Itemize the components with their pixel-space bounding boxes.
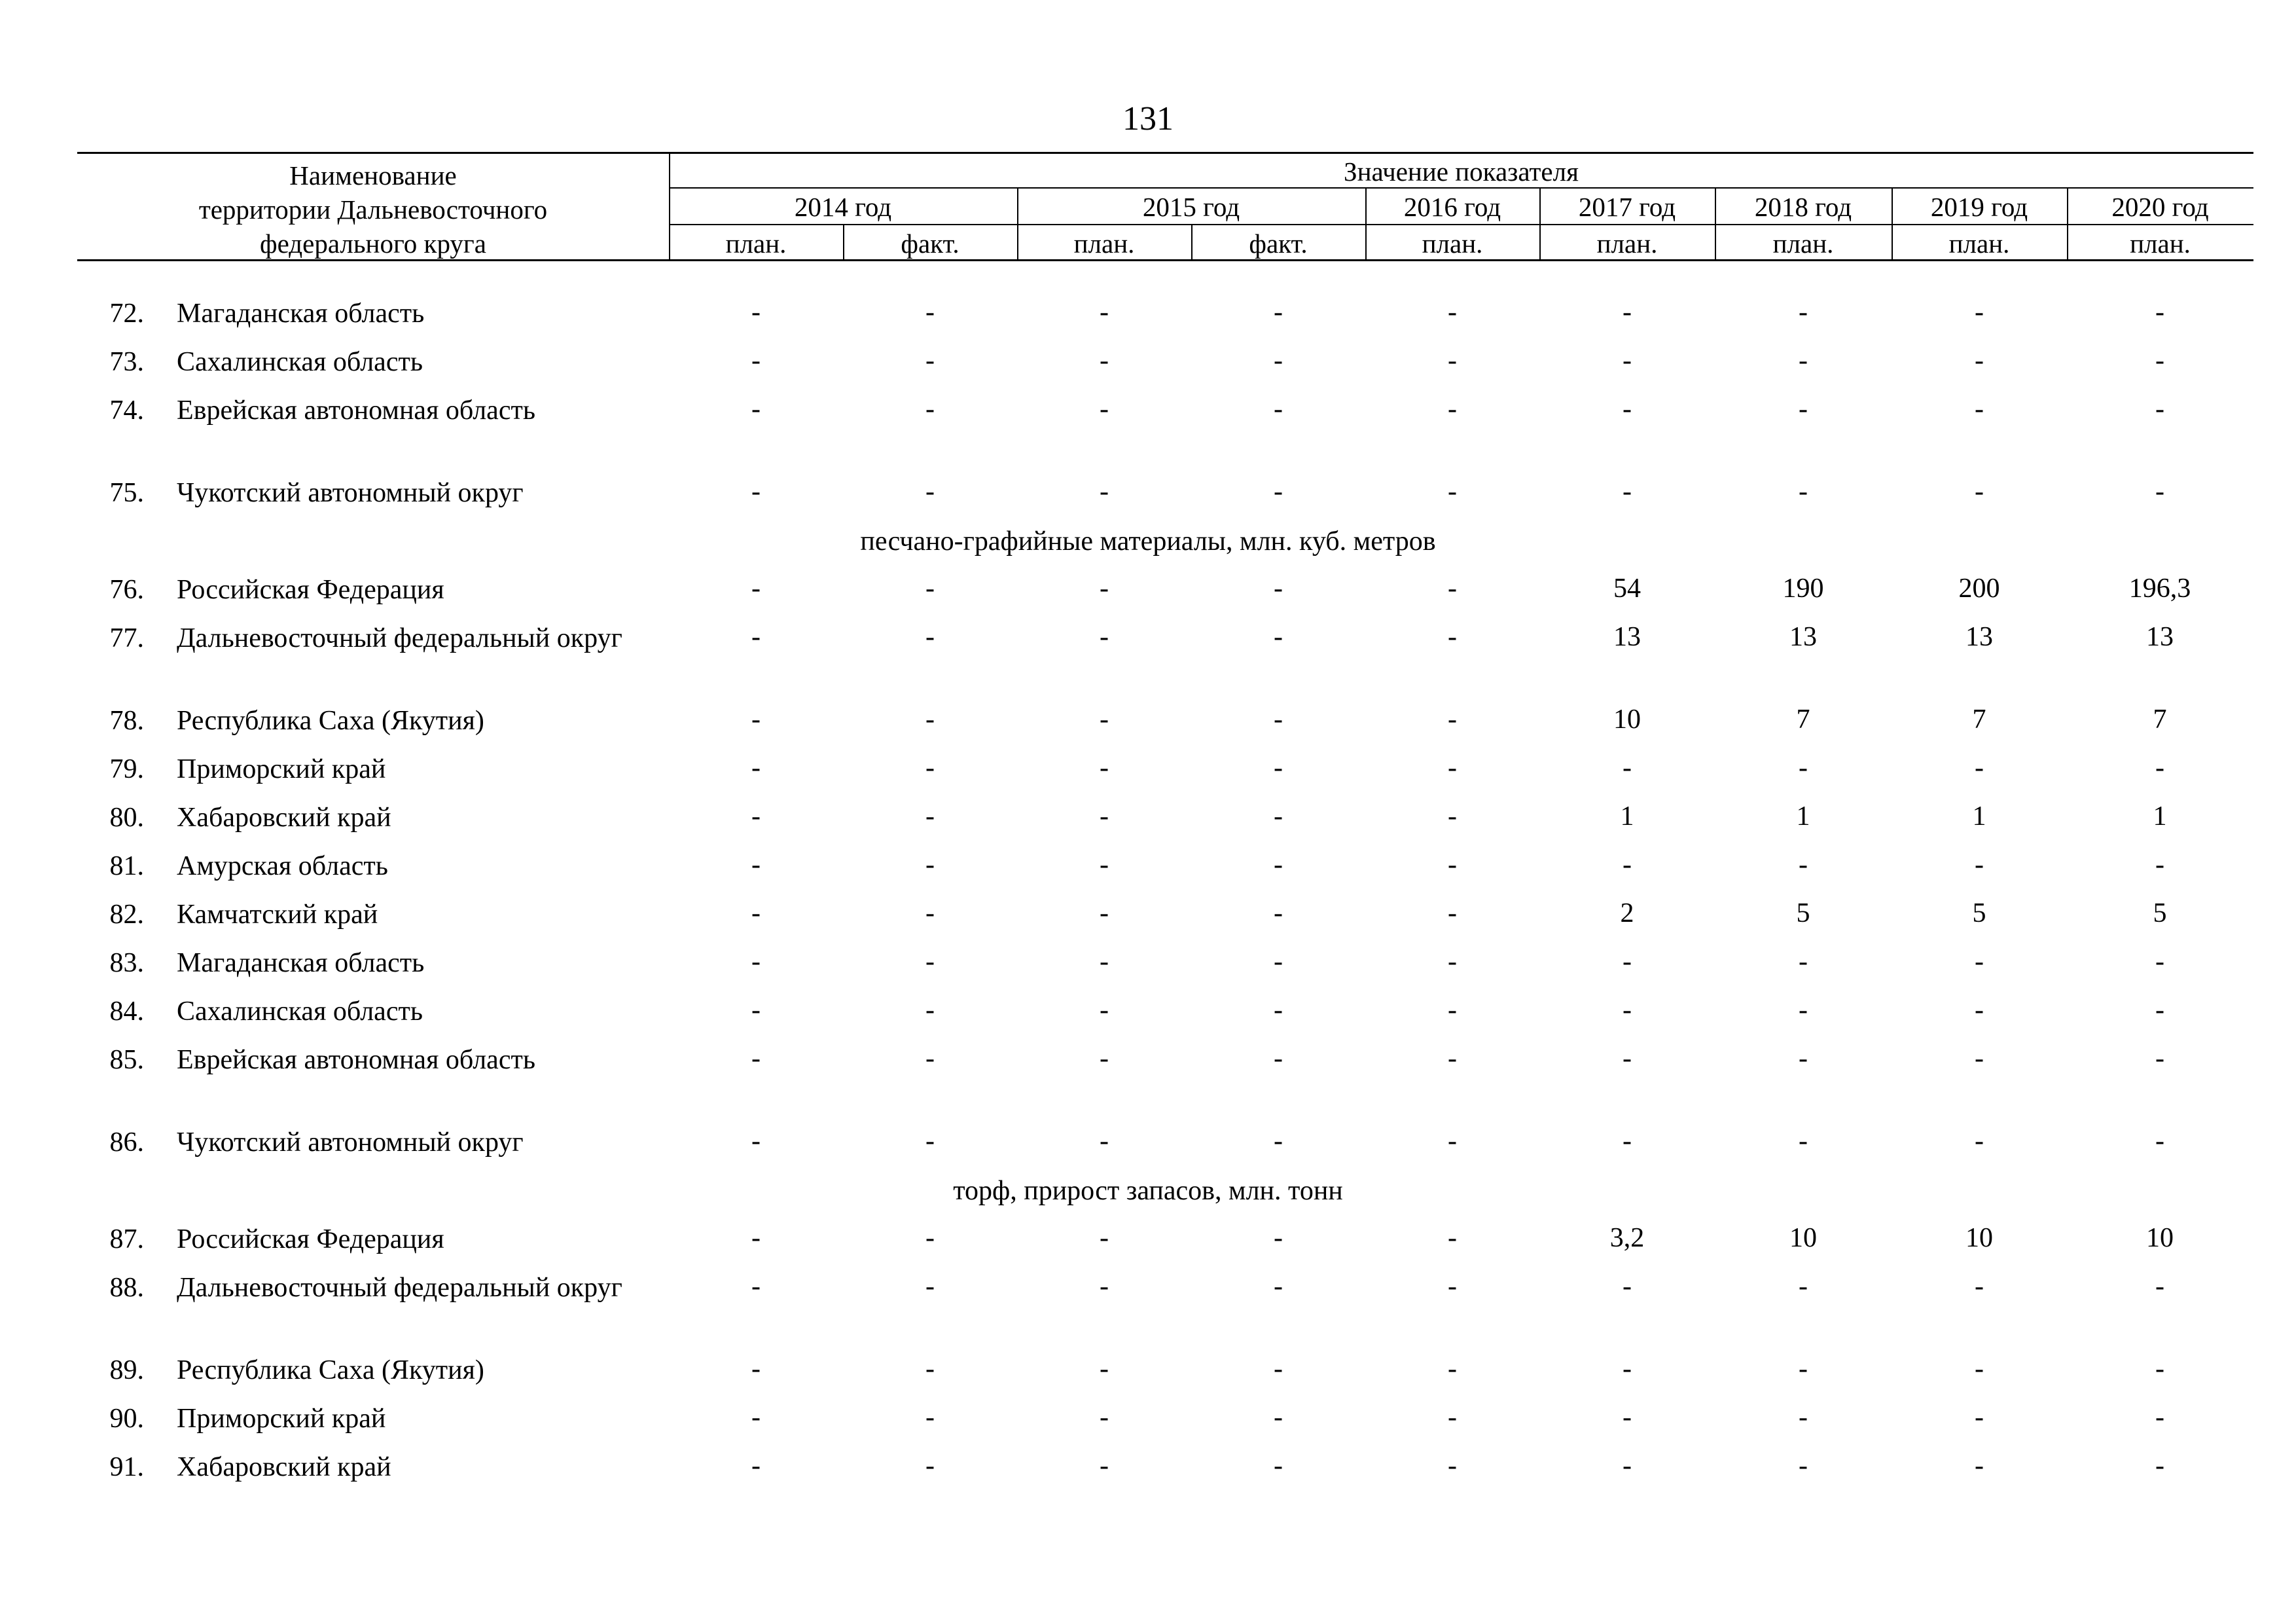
value-cell: -: [1100, 1044, 1109, 1074]
row-number: 74.: [109, 395, 144, 426]
value-cell: -: [751, 1402, 761, 1432]
subheader-fact: факт.: [1249, 228, 1308, 259]
subheader-plan: план.: [2130, 228, 2191, 259]
value-cell: -: [1448, 1271, 1457, 1302]
row-number: 78.: [109, 706, 144, 736]
value-cell: -: [1100, 1451, 1109, 1481]
value-cell: -: [1799, 1271, 1808, 1302]
value-cell: -: [751, 753, 761, 783]
value-cell: -: [1799, 346, 1808, 376]
value-cell: -: [751, 801, 761, 831]
value-cell: -: [1799, 477, 1808, 507]
value-cell: -: [2155, 947, 2164, 977]
subheader-plan: план.: [1772, 228, 1834, 259]
value-cell: -: [751, 898, 761, 928]
value-cell: 200: [1958, 574, 2000, 604]
value-cell: -: [1100, 394, 1109, 424]
territory-name: Сахалинская область: [177, 996, 423, 1027]
row-number: 91.: [109, 1452, 144, 1482]
value-cell: -: [1799, 753, 1808, 783]
value-cell: -: [1799, 850, 1808, 880]
row-number: 72.: [109, 299, 144, 329]
subheader-plan: план.: [1948, 228, 2010, 259]
row-number: 90.: [109, 1404, 144, 1434]
value-cell: -: [1448, 1044, 1457, 1074]
year-header-2018: 2018 год: [1754, 192, 1852, 222]
value-cell: -: [1975, 850, 1984, 880]
value-cell: -: [1100, 947, 1109, 977]
value-cell: -: [1448, 1402, 1457, 1432]
value-cell: -: [1799, 394, 1808, 424]
value-cell: -: [1799, 1402, 1808, 1432]
row-number: 84.: [109, 996, 144, 1027]
value-cell: -: [925, 574, 935, 604]
value-cell: -: [1274, 477, 1283, 507]
territory-name: Сахалинская область: [177, 347, 423, 377]
territory-name: Приморский край: [177, 1404, 386, 1434]
value-cell: 2: [1620, 898, 1634, 928]
value-cell: -: [751, 477, 761, 507]
value-cell: -: [925, 297, 935, 327]
year-header-2019: 2019 год: [1930, 192, 2028, 222]
value-cell: -: [1975, 947, 1984, 977]
value-cell: -: [1975, 297, 1984, 327]
value-cell: 10: [2146, 1223, 2174, 1253]
value-cell: -: [1799, 297, 1808, 327]
value-cell: -: [1448, 1126, 1457, 1156]
section-title: песчано-графийные материалы, млн. куб. метров: [860, 526, 1436, 556]
subheader-plan: план.: [725, 228, 787, 259]
value-cell: -: [1448, 898, 1457, 928]
row-number: 77.: [109, 623, 144, 653]
row-number: 89.: [109, 1355, 144, 1385]
section-title: торф, прирост запасов, млн. тонн: [953, 1176, 1343, 1206]
territory-name: Чукотский автономный округ: [177, 478, 524, 508]
value-cell: -: [1975, 1044, 1984, 1074]
value-cell: 10: [1965, 1223, 1993, 1253]
value-cell: -: [1448, 753, 1457, 783]
value-cell: -: [1274, 1223, 1283, 1253]
value-cell: 1: [2153, 801, 2167, 831]
value-cell: -: [1100, 801, 1109, 831]
value-cell: 13: [1965, 622, 1993, 652]
value-cell: -: [1799, 947, 1808, 977]
page-number: 131: [1122, 100, 1174, 137]
row-number: 85.: [109, 1045, 144, 1075]
value-cell: -: [2155, 297, 2164, 327]
value-cell: -: [1100, 898, 1109, 928]
value-cell: -: [1623, 1402, 1632, 1432]
value-cell: -: [1274, 574, 1283, 604]
value-cell: -: [1623, 1044, 1632, 1074]
value-cell: -: [2155, 1402, 2164, 1432]
value-cell: -: [2155, 1451, 2164, 1481]
year-header-2017: 2017 год: [1578, 192, 1676, 222]
value-cell: 196,3: [2128, 574, 2191, 604]
value-cell: -: [1100, 1271, 1109, 1302]
value-cell: -: [751, 1223, 761, 1253]
value-cell: -: [1975, 477, 1984, 507]
value-cell: -: [751, 1271, 761, 1302]
value-cell: -: [1448, 995, 1457, 1025]
value-cell: 1: [1620, 801, 1634, 831]
header-divider: [1539, 187, 1541, 261]
value-cell: -: [1623, 995, 1632, 1025]
years-rule: [669, 224, 2253, 225]
value-cell: -: [1799, 1044, 1808, 1074]
value-cell: -: [1448, 1354, 1457, 1384]
value-cell: -: [2155, 1354, 2164, 1384]
name-header-line: федерального круга: [260, 228, 486, 259]
row-number: 79.: [109, 754, 144, 784]
value-cell: -: [1274, 1126, 1283, 1156]
value-cell: 3,2: [1609, 1223, 1645, 1253]
value-cell: -: [1274, 753, 1283, 783]
value-cell: -: [1100, 477, 1109, 507]
name-header-line: Наименование: [289, 160, 457, 191]
value-cell: -: [751, 1451, 761, 1481]
row-number: 82.: [109, 900, 144, 930]
value-cell: -: [1448, 801, 1457, 831]
value-cell: -: [1975, 1402, 1984, 1432]
value-cell: 7: [1796, 704, 1810, 735]
value-cell: -: [1448, 394, 1457, 424]
header-divider: [1017, 187, 1018, 261]
row-number: 83.: [109, 948, 144, 978]
value-cell: -: [1274, 995, 1283, 1025]
value-cell: -: [925, 995, 935, 1025]
value-cell: 5: [1972, 898, 1986, 928]
value-cell: -: [1274, 1402, 1283, 1432]
value-cell: -: [1100, 850, 1109, 880]
value-cell: -: [925, 1271, 935, 1302]
value-cell: -: [925, 1223, 935, 1253]
value-cell: -: [1623, 346, 1632, 376]
territory-name: Еврейская автономная область: [177, 1045, 535, 1075]
value-title: Значение показателя: [1344, 156, 1579, 187]
value-cell: -: [1799, 1451, 1808, 1481]
value-cell: -: [925, 1354, 935, 1384]
value-cell: 7: [2153, 704, 2167, 735]
value-cell: -: [925, 753, 935, 783]
row-number: 81.: [109, 851, 144, 881]
value-cell: 7: [1972, 704, 1986, 735]
value-cell: -: [1448, 622, 1457, 652]
value-cell: -: [925, 1126, 935, 1156]
value-cell: -: [1448, 1223, 1457, 1253]
territory-name: Дальневосточный федеральный округ: [177, 1273, 622, 1303]
territory-name: Чукотский автономный округ: [177, 1127, 524, 1158]
header-divider: [2067, 187, 2068, 261]
territory-name: Амурская область: [177, 851, 388, 881]
value-cell: -: [1623, 297, 1632, 327]
subheader-fact: факт.: [901, 228, 960, 259]
value-cell: -: [1623, 394, 1632, 424]
value-cell: -: [2155, 346, 2164, 376]
value-cell: -: [751, 704, 761, 735]
value-cell: -: [1274, 394, 1283, 424]
value-cell: -: [1274, 704, 1283, 735]
value-cell: -: [2155, 995, 2164, 1025]
value-cell: -: [1623, 1126, 1632, 1156]
value-cell: -: [1274, 850, 1283, 880]
value-cell: -: [1274, 1354, 1283, 1384]
row-number: 88.: [109, 1273, 144, 1303]
value-cell: -: [925, 1044, 935, 1074]
value-cell: -: [751, 850, 761, 880]
value-cell: -: [751, 394, 761, 424]
value-cell: -: [1799, 1126, 1808, 1156]
value-cell: -: [1274, 898, 1283, 928]
value-cell: -: [925, 1402, 935, 1432]
value-title-rule: [669, 187, 2253, 189]
value-cell: -: [1274, 1451, 1283, 1481]
value-cell: -: [925, 801, 935, 831]
value-cell: -: [1799, 995, 1808, 1025]
value-cell: -: [751, 346, 761, 376]
value-cell: -: [1975, 753, 1984, 783]
value-cell: 190: [1782, 574, 1824, 604]
value-cell: -: [1274, 1044, 1283, 1074]
row-number: 76.: [109, 575, 144, 605]
value-cell: -: [1623, 1354, 1632, 1384]
value-cell: -: [751, 1354, 761, 1384]
territory-name: Еврейская автономная область: [177, 395, 535, 426]
header-divider: [843, 224, 844, 261]
header-divider: [1191, 224, 1193, 261]
value-cell: 13: [1789, 622, 1817, 652]
value-cell: -: [1975, 1451, 1984, 1481]
territory-name: Российская Федерация: [177, 575, 444, 605]
value-cell: -: [1100, 753, 1109, 783]
value-cell: -: [1100, 574, 1109, 604]
value-cell: -: [925, 704, 935, 735]
value-cell: -: [925, 477, 935, 507]
value-cell: -: [925, 850, 935, 880]
name-header-line: территории Дальневосточного: [198, 194, 548, 225]
value-cell: -: [925, 1451, 935, 1481]
value-cell: 10: [1613, 704, 1641, 735]
value-cell: -: [1100, 704, 1109, 735]
header-divider: [1715, 187, 1716, 261]
value-cell: -: [1100, 297, 1109, 327]
row-number: 75.: [109, 478, 144, 508]
value-cell: -: [1448, 477, 1457, 507]
subheader-plan: план.: [1596, 228, 1658, 259]
value-cell: -: [1448, 297, 1457, 327]
territory-name: Республика Саха (Якутия): [177, 706, 484, 736]
value-cell: -: [1448, 574, 1457, 604]
row-number: 73.: [109, 347, 144, 377]
value-cell: -: [1274, 801, 1283, 831]
year-header-2020: 2020 год: [2111, 192, 2209, 222]
value-cell: -: [1975, 1271, 1984, 1302]
row-number: 87.: [109, 1224, 144, 1254]
value-cell: -: [1100, 622, 1109, 652]
value-cell: -: [2155, 1271, 2164, 1302]
subheader-plan: план.: [1422, 228, 1483, 259]
value-cell: -: [2155, 394, 2164, 424]
value-cell: -: [1975, 394, 1984, 424]
value-cell: -: [1448, 1451, 1457, 1481]
value-cell: -: [1975, 1354, 1984, 1384]
value-cell: -: [751, 947, 761, 977]
value-cell: -: [1623, 850, 1632, 880]
year-header-2015: 2015 год: [1142, 192, 1240, 222]
row-number: 80.: [109, 803, 144, 833]
value-cell: -: [751, 995, 761, 1025]
value-cell: -: [751, 297, 761, 327]
territory-name: Магаданская область: [177, 948, 425, 978]
value-cell: -: [925, 346, 935, 376]
value-cell: -: [2155, 753, 2164, 783]
value-cell: -: [1448, 704, 1457, 735]
value-cell: -: [1100, 346, 1109, 376]
value-cell: -: [2155, 477, 2164, 507]
value-cell: 5: [2153, 898, 2167, 928]
header-divider: [1892, 187, 1893, 261]
territory-name: Хабаровский край: [177, 1452, 391, 1482]
value-cell: -: [1274, 947, 1283, 977]
value-cell: -: [1448, 947, 1457, 977]
value-cell: -: [925, 394, 935, 424]
value-cell: -: [1623, 477, 1632, 507]
value-cell: -: [751, 574, 761, 604]
value-cell: -: [2155, 850, 2164, 880]
value-cell: -: [1274, 622, 1283, 652]
value-cell: -: [925, 947, 935, 977]
header-divider: [1365, 187, 1367, 261]
value-cell: 13: [1613, 622, 1641, 652]
value-cell: -: [751, 1044, 761, 1074]
value-cell: -: [1274, 297, 1283, 327]
row-number: 86.: [109, 1127, 144, 1158]
value-cell: -: [1274, 346, 1283, 376]
value-cell: 1: [1796, 801, 1810, 831]
header-divider: [669, 152, 670, 261]
subheader-plan: план.: [1073, 228, 1135, 259]
territory-name: Дальневосточный федеральный округ: [177, 623, 622, 653]
value-cell: -: [925, 898, 935, 928]
value-cell: -: [1975, 995, 1984, 1025]
value-cell: 13: [2146, 622, 2174, 652]
value-cell: -: [1799, 1354, 1808, 1384]
territory-name: Приморский край: [177, 754, 386, 784]
territory-name: Камчатский край: [177, 900, 378, 930]
value-cell: -: [925, 622, 935, 652]
value-cell: -: [1448, 850, 1457, 880]
value-cell: -: [1975, 346, 1984, 376]
value-cell: -: [1100, 1223, 1109, 1253]
value-cell: -: [1100, 1126, 1109, 1156]
value-cell: 10: [1789, 1223, 1817, 1253]
value-cell: 1: [1972, 801, 1986, 831]
value-cell: -: [751, 622, 761, 652]
value-cell: -: [1623, 1271, 1632, 1302]
year-header-2014: 2014 год: [794, 192, 892, 222]
value-cell: -: [1623, 1451, 1632, 1481]
territory-name: Российская Федерация: [177, 1224, 444, 1254]
value-cell: -: [2155, 1044, 2164, 1074]
territory-name: Республика Саха (Якутия): [177, 1355, 484, 1385]
territory-name: Хабаровский край: [177, 803, 391, 833]
value-cell: 54: [1613, 574, 1641, 604]
year-header-2016: 2016 год: [1403, 192, 1501, 222]
value-cell: -: [1100, 1402, 1109, 1432]
value-cell: -: [1448, 346, 1457, 376]
value-cell: -: [751, 1126, 761, 1156]
value-cell: -: [1623, 753, 1632, 783]
value-cell: -: [1100, 995, 1109, 1025]
value-cell: 5: [1796, 898, 1810, 928]
name-column-header: [77, 158, 669, 261]
value-cell: -: [1274, 1271, 1283, 1302]
value-cell: -: [1100, 1354, 1109, 1384]
table-top-rule: [77, 152, 2253, 154]
territory-name: Магаданская область: [177, 299, 425, 329]
value-cell: -: [1623, 947, 1632, 977]
value-cell: -: [1975, 1126, 1984, 1156]
value-cell: -: [2155, 1126, 2164, 1156]
